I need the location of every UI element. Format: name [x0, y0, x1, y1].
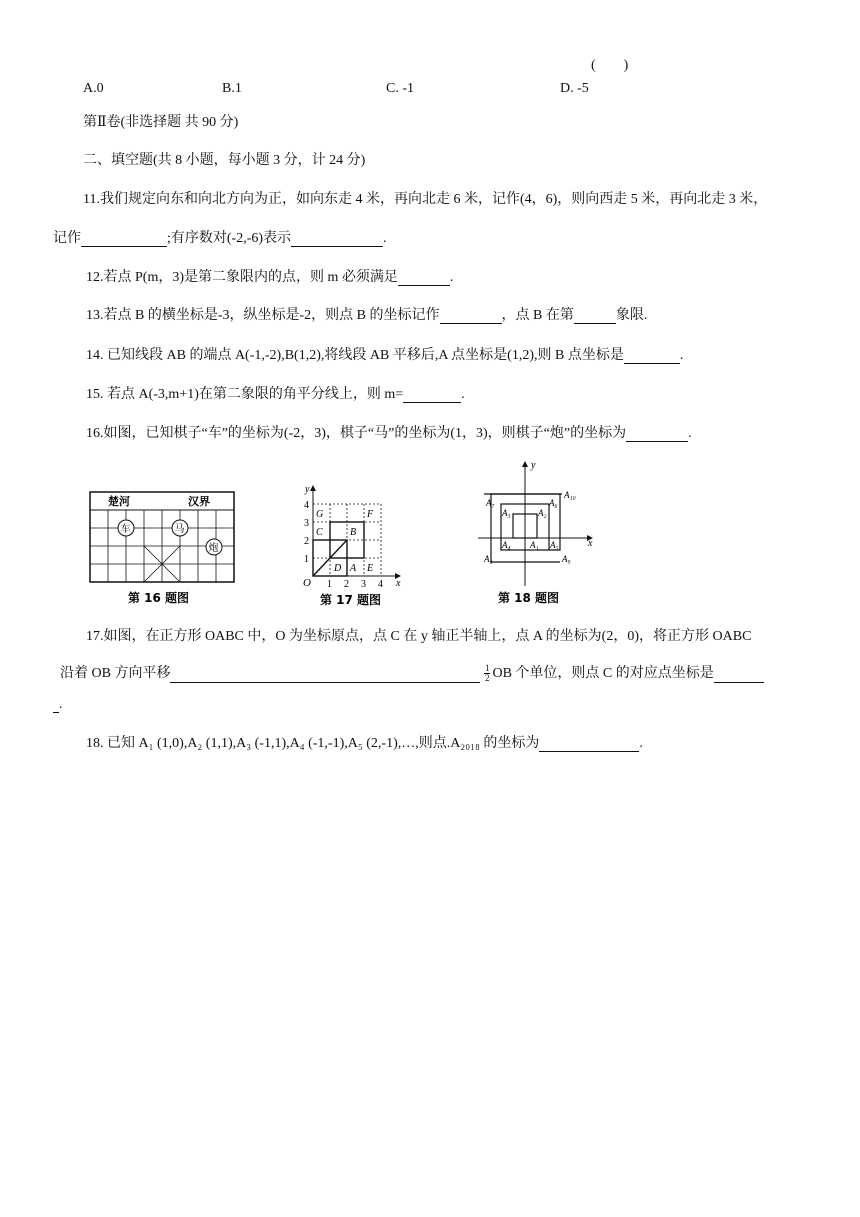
fig17-x-label: x	[396, 578, 401, 589]
frac-numerator: 1	[484, 663, 490, 674]
q13-blank-2[interactable]	[574, 309, 616, 324]
fig17-ytick-1: 1	[304, 554, 309, 565]
q11-line2	[53, 227, 387, 247]
fig18-label-a3: A₃	[502, 508, 511, 518]
fig16-piece-che: 车	[120, 524, 131, 535]
fig18-label-a10: A₁₀	[564, 490, 576, 500]
q17-text-c: .	[59, 697, 63, 712]
q17-text-a: 沿着 OB 方向平移	[60, 666, 171, 681]
q14	[86, 344, 683, 364]
q12	[86, 266, 453, 286]
option-c: C. -1	[386, 81, 414, 96]
fig18-caption: 第 18 题图	[498, 591, 560, 605]
q11-text-b: ;有序数对(-2,-6)表示	[167, 231, 292, 246]
fig16-river-left: 楚河	[108, 496, 130, 508]
frac-denominator: 2	[484, 673, 490, 684]
fig17-point-a: A	[350, 563, 357, 574]
fig16-caption: 第 16 题图	[128, 591, 190, 605]
q13	[86, 304, 647, 324]
q11-text-a: 记作	[53, 231, 81, 246]
q13-text-c: 象限.	[615, 308, 648, 323]
fig17-origin: O	[303, 577, 311, 589]
q13-blank-1[interactable]	[440, 309, 502, 324]
q14-text-a: 14. 已知线段 AB 的端点 A(-1,-2),B(1,2),将线段 AB 平移后,A 点坐标是(1,2),则 B 点坐标是	[86, 348, 624, 363]
fig16-piece-ma: 马	[174, 524, 185, 535]
q16	[86, 422, 692, 442]
q13-text-b: ，点 B 在第	[501, 308, 574, 323]
q16-text-a: 16.如图，已知棋子“车”的坐标为(-2，3)，棋子“马”的坐标为(1，3)，则棋子“炮”的坐标为	[86, 426, 627, 441]
fig18-label-a8: A₈	[484, 554, 493, 564]
q14-text-b: .	[679, 348, 684, 363]
fig18-y-label: y	[531, 460, 536, 471]
fig17-grid	[298, 480, 408, 610]
q17-fraction	[484, 664, 491, 683]
fig17-caption: 第 17 题图	[320, 593, 382, 607]
fig17-xtick-4: 4	[378, 579, 383, 590]
q11-blank-2[interactable]	[291, 232, 383, 247]
q12-text-b: .	[449, 270, 454, 285]
answer-bracket: ( )	[591, 58, 629, 73]
fig18-label-a2: A₂	[538, 508, 547, 518]
q11-line1: 11.我们规定向东和向北方向为正，如向东走 4 米，再向北走 6 米，记作(4，6)，则向西走 5 米，再向北走 3 米，	[83, 192, 768, 207]
fig18-label-a5: A₅	[550, 540, 559, 550]
fig17-ytick-4: 4	[304, 500, 309, 511]
q17-line2	[60, 662, 764, 683]
q13-text-a: 13.若点 B 的横坐标是-3，纵坐标是-2，则点 B 的坐标记作	[86, 308, 440, 323]
q18-blank[interactable]	[539, 737, 639, 752]
q18	[86, 732, 643, 752]
fig18-label-a1: A₁	[530, 540, 539, 550]
fig17-ytick-3: 3	[304, 518, 309, 529]
fig17-point-c: C	[316, 527, 323, 538]
q16-text-b: .	[688, 426, 692, 441]
fig17-point-g: G	[316, 509, 324, 520]
fig16-river-right: 汉界	[188, 496, 210, 508]
q12-text-a: 12.若点 P(m，3)是第二象限内的点，则 m 必须满足	[86, 270, 398, 285]
section-title: 第Ⅱ卷(非选择题 共 90 分)	[83, 115, 239, 130]
q17-text-b: OB 个单位，则点 C 的对应点坐标是	[492, 666, 714, 681]
q18-text-a: 18. 已知 A₁ (1,0),A₂ (1,1),A₃ (-1,1),A₄ (-1,-1),A₅ (2,-1),…,则点.A₂₀₁₈ 的坐标为	[86, 736, 540, 751]
fig17-point-b: B	[350, 527, 357, 538]
q17-blank-2[interactable]	[714, 668, 764, 683]
fig16-piece-pao: 炮	[208, 543, 219, 554]
q17-line1: 17.如图，在正方形 OABC 中，O 为坐标原点，点 C 在 y 轴正半轴上，点 A 的坐标为(2，0)，将正方形 OABC	[86, 629, 752, 644]
q15-blank[interactable]	[403, 388, 461, 403]
fig17-xtick-2: 2	[344, 579, 349, 590]
fig17-point-f: F	[367, 509, 374, 520]
fig17-point-e: E	[367, 563, 374, 574]
fig18-label-a6: A₆	[549, 498, 558, 508]
q11-blank-1[interactable]	[81, 232, 167, 247]
fig17-ytick-2: 2	[304, 536, 309, 547]
fig17-xtick-1: 1	[327, 579, 332, 590]
fig18-spiral	[470, 458, 605, 610]
q12-blank[interactable]	[398, 271, 450, 286]
option-a: A.0	[83, 81, 104, 96]
q14-blank[interactable]	[624, 349, 680, 364]
fig17-y-label: y	[305, 484, 310, 495]
q17-line3	[53, 697, 63, 713]
fig17-xtick-3: 3	[361, 579, 366, 590]
q15	[86, 383, 465, 403]
option-b: B.1	[222, 81, 242, 96]
fig18-x-label: x	[588, 538, 593, 549]
fig17-point-d: D	[334, 563, 342, 574]
q15-text-b: .	[461, 387, 465, 402]
fig18-label-a9: A₉	[562, 554, 571, 564]
fill-blank-heading: 二、填空题(共 8 小题，每小题 3 分，计 24 分)	[83, 153, 366, 168]
fig18-label-a4: A₄	[502, 540, 511, 550]
q16-blank[interactable]	[626, 427, 688, 442]
q11-text-c: .	[383, 231, 387, 246]
fig18-label-a7: A₇	[486, 498, 495, 508]
q18-text-b: .	[639, 736, 643, 751]
option-d: D. -5	[560, 81, 589, 96]
q15-text-a: 15. 若点 A(-3,m+1)在第二象限的角平分线上，则 m=	[86, 387, 404, 402]
q17-blank-1[interactable]	[170, 668, 480, 683]
fig16-chessboard	[88, 490, 238, 610]
